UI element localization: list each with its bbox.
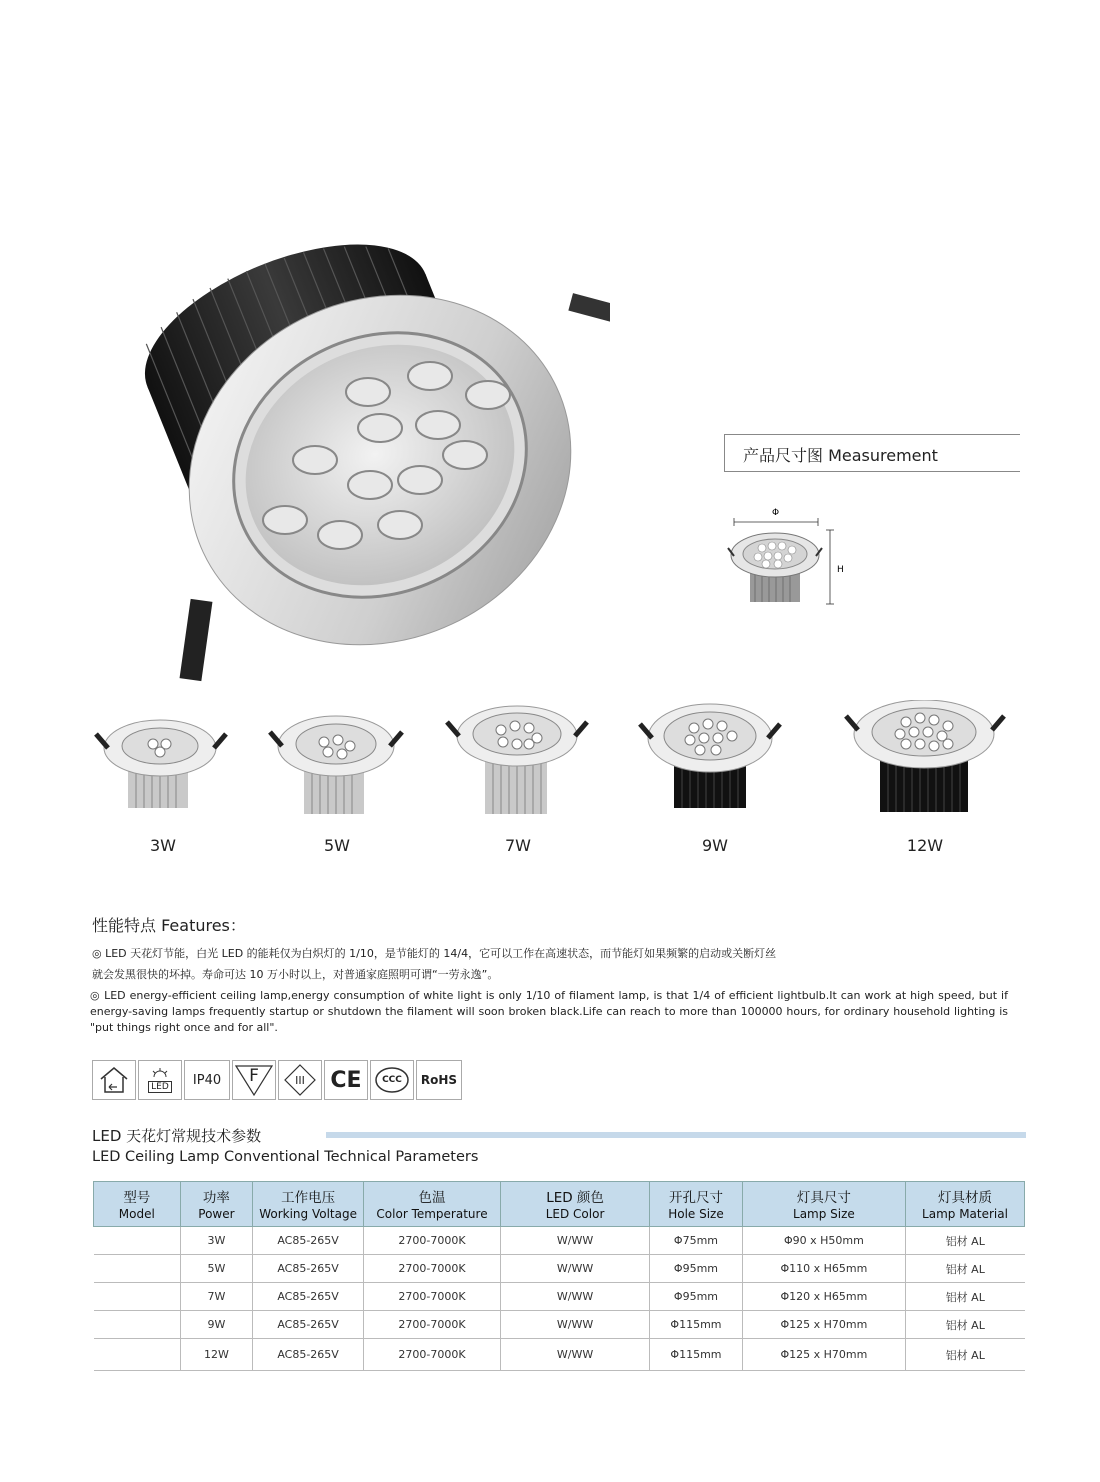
- led-icon: [138, 1060, 182, 1100]
- f-mark-label: F: [249, 1066, 259, 1086]
- cell-power: 5W: [180, 1255, 253, 1283]
- rohs-label: RoHS: [420, 1073, 458, 1087]
- cell-hole-size: Φ115mm: [650, 1311, 743, 1339]
- ccc-mark-label: CCC: [382, 1075, 402, 1085]
- table-row: [94, 1339, 1025, 1371]
- cell-hole-size: Φ95mm: [650, 1255, 743, 1283]
- cell-hole-size: Φ115mm: [650, 1339, 743, 1371]
- cell-hole-size: Φ95mm: [650, 1283, 743, 1311]
- cell-color-temp: 2700-7000K: [364, 1311, 501, 1339]
- variant-7w-image: [433, 700, 603, 830]
- cell-color-temp: 2700-7000K: [364, 1283, 501, 1311]
- cell-hole-size: Φ75mm: [650, 1227, 743, 1255]
- cell-model: [94, 1311, 181, 1339]
- class-iii-label: III: [295, 1073, 305, 1087]
- variant-3w-image: [78, 700, 248, 830]
- cell-lamp-size: Φ110 x H65mm: [742, 1255, 905, 1283]
- ip40-icon: [184, 1060, 230, 1100]
- variant-9w: [630, 700, 800, 855]
- f-mark-icon: [232, 1060, 276, 1100]
- parameters-title-cn: LED 天花灯常规技术参数: [92, 1127, 262, 1145]
- class-iii-icon: [278, 1060, 322, 1100]
- dim-h-label: H: [837, 565, 844, 575]
- cell-led-color: W/WW: [501, 1311, 650, 1339]
- rohs-icon: [416, 1060, 462, 1100]
- table-row: [94, 1255, 1025, 1283]
- col-header-hole-size: 开孔尺寸 Hole Size: [650, 1182, 743, 1227]
- features-cn-line1: ◎ LED 天花灯节能，白光 LED 的能耗仅为白炽灯的 1/10，是节能灯的 14/4，它可以工作在高速状态，而节能灯如果频繁的启动或关断灯丝: [92, 947, 777, 960]
- features-cn-line2: 就会发黑很快的坏掉。寿命可达 10 万小时以上，对普通家庭照明可谓“一劳永逸”。: [92, 968, 499, 981]
- cell-lamp-size: Φ125 x H70mm: [742, 1311, 905, 1339]
- col-header-material: 灯具材质 Lamp Material: [906, 1182, 1025, 1227]
- cell-voltage: AC85-265V: [253, 1311, 364, 1339]
- cell-material: 铝材 AL: [906, 1283, 1025, 1311]
- ce-mark-icon: [324, 1060, 368, 1100]
- variant-12w-label: 12W: [906, 836, 944, 855]
- features-heading: 性能特点 Features：: [92, 916, 246, 935]
- cell-color-temp: 2700-7000K: [364, 1255, 501, 1283]
- ip40-label: IP40: [192, 1072, 222, 1088]
- col-header-color-temp: 色温 Color Temperature: [364, 1182, 501, 1227]
- col-header-model: 型号 Model: [94, 1182, 181, 1227]
- features-cn: [92, 943, 1012, 985]
- cell-material: 铝材 AL: [906, 1227, 1025, 1255]
- cell-voltage: AC85-265V: [253, 1227, 364, 1255]
- cell-lamp-size: Φ120 x H65mm: [742, 1283, 905, 1311]
- cell-voltage: AC85-265V: [253, 1255, 364, 1283]
- cell-led-color: W/WW: [501, 1283, 650, 1311]
- spec-table: [93, 1181, 1025, 1371]
- ce-mark-label: CE: [330, 1067, 362, 1093]
- variant-5w: [252, 700, 422, 855]
- cell-voltage: AC85-265V: [253, 1339, 364, 1371]
- variant-7w-label: 7W: [505, 836, 531, 855]
- col-header-power: 功率 Power: [180, 1182, 253, 1227]
- variant-3w-label: 3W: [150, 836, 176, 855]
- ccc-mark-icon: [370, 1060, 414, 1100]
- cell-model: [94, 1283, 181, 1311]
- cell-material: 铝材 AL: [906, 1255, 1025, 1283]
- variant-7w: [433, 700, 603, 855]
- cell-power: 9W: [180, 1311, 253, 1339]
- cell-power: 12W: [180, 1339, 253, 1371]
- cell-lamp-size: Φ90 x H50mm: [742, 1227, 905, 1255]
- hero-lamp-image: [90, 180, 610, 700]
- variant-5w-label: 5W: [324, 836, 350, 855]
- table-row: [94, 1227, 1025, 1255]
- indoor-use-icon: [92, 1060, 136, 1100]
- cell-led-color: W/WW: [501, 1339, 650, 1371]
- table-header-row: [94, 1182, 1025, 1227]
- cell-voltage: AC85-265V: [253, 1283, 364, 1311]
- col-header-lamp-size: 灯具尺寸 Lamp Size: [742, 1182, 905, 1227]
- table-row: [94, 1311, 1025, 1339]
- cell-power: 3W: [180, 1227, 253, 1255]
- cell-led-color: W/WW: [501, 1227, 650, 1255]
- col-header-led-color: LED 颜色 LED Color: [501, 1182, 650, 1227]
- table-row: [94, 1283, 1025, 1311]
- measurement-title: 产品尺寸图 Measurement: [743, 446, 938, 465]
- dim-phi-label: Φ: [772, 508, 780, 518]
- cell-material: 铝材 AL: [906, 1339, 1025, 1371]
- variant-3w: [78, 700, 248, 855]
- cell-led-color: W/WW: [501, 1255, 650, 1283]
- cell-model: [94, 1255, 181, 1283]
- variant-5w-image: [252, 700, 422, 830]
- cell-lamp-size: Φ125 x H70mm: [742, 1339, 905, 1371]
- cell-color-temp: 2700-7000K: [364, 1339, 501, 1371]
- certification-icons: [92, 1060, 464, 1102]
- variant-9w-image: [630, 700, 800, 830]
- features-en: ◎ LED energy-efficient ceiling lamp,energy consumption of white light is only 1/10 of filament lamp, is that 1/4 of efficient lightbulb.It can work at high speed, but if energy-saving lamps frequently startup or shutdown the filament will soon broken black.Life can reach to more than 100000 hours, for ordinary household lighting is "put things right once and for all".: [90, 989, 1008, 1034]
- measurement-diagram: [722, 500, 862, 610]
- variant-12w: [840, 700, 1010, 855]
- variant-9w-label: 9W: [702, 836, 728, 855]
- cell-power: 7W: [180, 1283, 253, 1311]
- cell-model: [94, 1339, 181, 1371]
- measurement-title-box: [724, 434, 1020, 472]
- parameters-title-en: LED Ceiling Lamp Conventional Technical Parameters: [92, 1149, 479, 1165]
- variant-12w-image: [840, 700, 1010, 830]
- cell-material: 铝材 AL: [906, 1311, 1025, 1339]
- parameters-title-bar: [326, 1132, 1026, 1138]
- cell-color-temp: 2700-7000K: [364, 1227, 501, 1255]
- led-icon-label: LED: [148, 1081, 172, 1093]
- col-header-voltage: 工作电压 Working Voltage: [253, 1182, 364, 1227]
- cell-model: [94, 1227, 181, 1255]
